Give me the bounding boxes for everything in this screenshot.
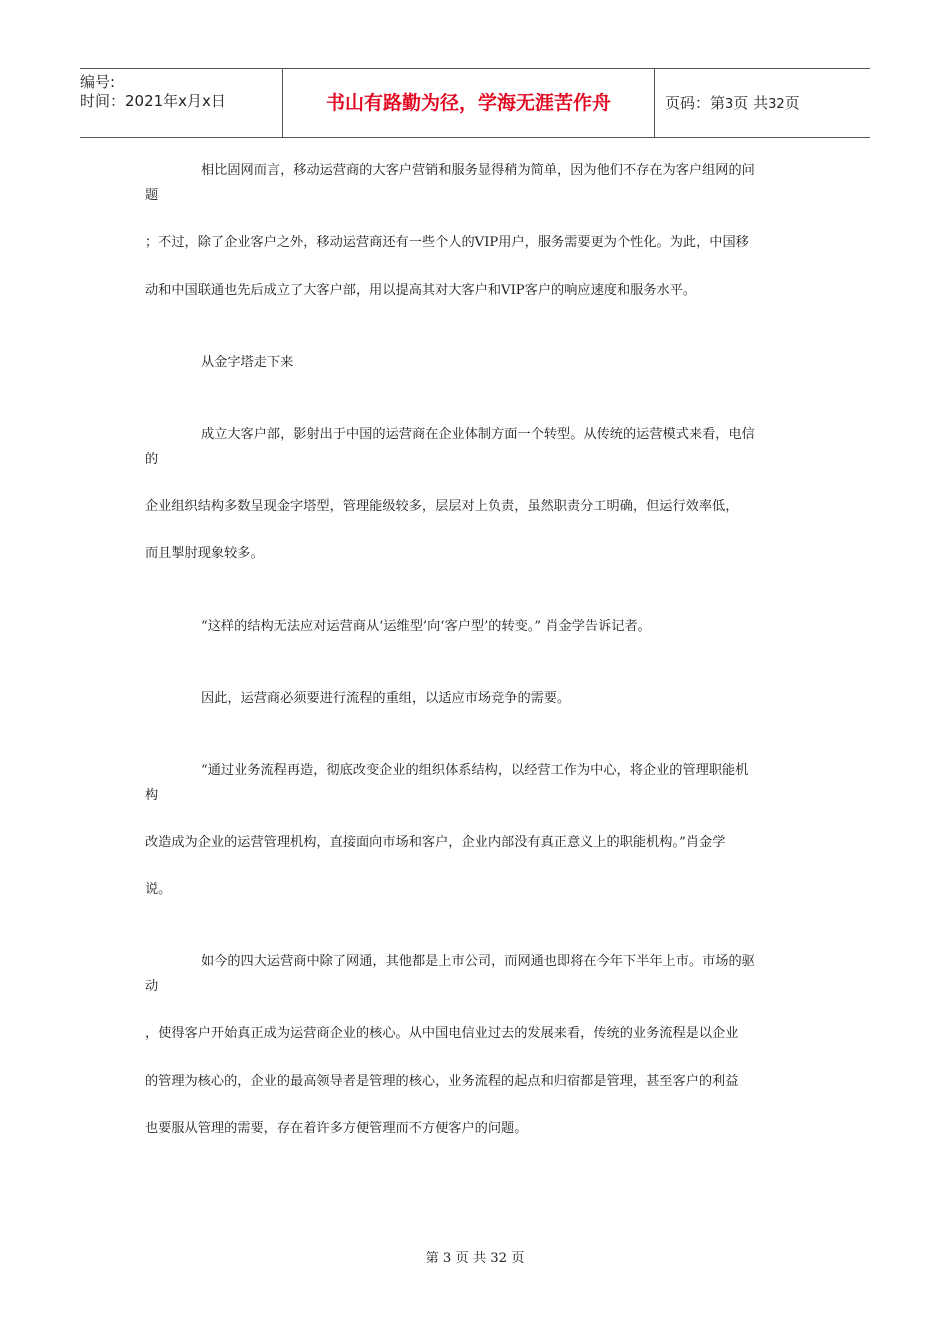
body-line: 动和中国联通也先后成立了大客户部，用以提高其对大客户和VIP客户的响应速度和服务水平。 xyxy=(145,283,697,298)
page-suffix: 页 xyxy=(784,94,800,112)
page-footer: 第 3 页 共 32 页 xyxy=(425,1251,525,1266)
body-line: “通过业务流程再造，彻底改变企业的组织体系结构，以经营工作为中心，将企业的管理职能机 xyxy=(201,763,749,778)
body-line: ；不过，除了企业客户之外，移动运营商还有一些个人的VIP用户，服务需要更为个性化。为此，中国移 xyxy=(145,235,749,250)
page-total: 32 xyxy=(768,97,785,112)
time-text: 时间：2021年x月x日 xyxy=(80,92,226,110)
body-line: 如今的四大运营商中除了网通，其他都是上市公司，而网通也即将在今年下半年上市。市场的驱 xyxy=(201,954,755,969)
body-line: 因此，运营商必须要进行流程的重组，以适应市场竞争的需要。 xyxy=(201,691,571,706)
body-line: 也要服从管理的需要，存在着许多方便管理而不方便客户的问题。 xyxy=(145,1121,528,1136)
body-line: 动 xyxy=(145,979,159,994)
page-current: 3 xyxy=(725,97,734,112)
header-page-number xyxy=(655,69,870,137)
page-mid: 页 共 xyxy=(733,94,769,112)
header-motto: 书山有路勤为径，学海无涯苦作舟 xyxy=(282,69,655,137)
body-line: 的 xyxy=(145,452,159,467)
body-line: 构 xyxy=(145,788,159,803)
page-prefix: 页码：第 xyxy=(665,94,726,112)
section-heading: 从金字塔走下来 xyxy=(201,355,294,370)
page-header xyxy=(80,68,870,138)
body-line: “这样的结构无法应对运营商从‘运维型’向‘客户型’的转变。” 肖金学告诉记者。 xyxy=(201,619,651,634)
body-line: 相比固网而言，移动运营商的大客户营销和服务显得稍为简单，因为他们不存在为客户组网的问 xyxy=(201,163,755,178)
body-line: 改造成为企业的运营管理机构，直接面向市场和客户，企业内部没有真正意义上的职能机构。”肖金学 xyxy=(145,835,726,850)
body-line: ，使得客户开始真正成为运营商企业的核心。从中国电信业过去的发展来看，传统的业务流程是以企业 xyxy=(145,1026,739,1041)
body-line: 的管理为核心的，企业的最高领导者是管理的核心，业务流程的起点和归宿都是管理，甚至客户的利益 xyxy=(145,1074,739,1089)
number-label: 编号: xyxy=(80,73,116,91)
body-line: 企业组织结构多数呈现金字塔型，管理能级较多，层层对上负责，虽然职责分工明确，但运行效率低， xyxy=(145,499,739,514)
body-line: 题 xyxy=(145,188,159,203)
body-line: 成立大客户部，影射出于中国的运营商在企业体制方面一个转型。从传统的运营模式来看，电信 xyxy=(201,427,755,442)
body-line: 说。 xyxy=(145,882,172,897)
header-meta xyxy=(80,69,282,137)
body-line: 而且掣肘现象较多。 xyxy=(145,546,264,561)
